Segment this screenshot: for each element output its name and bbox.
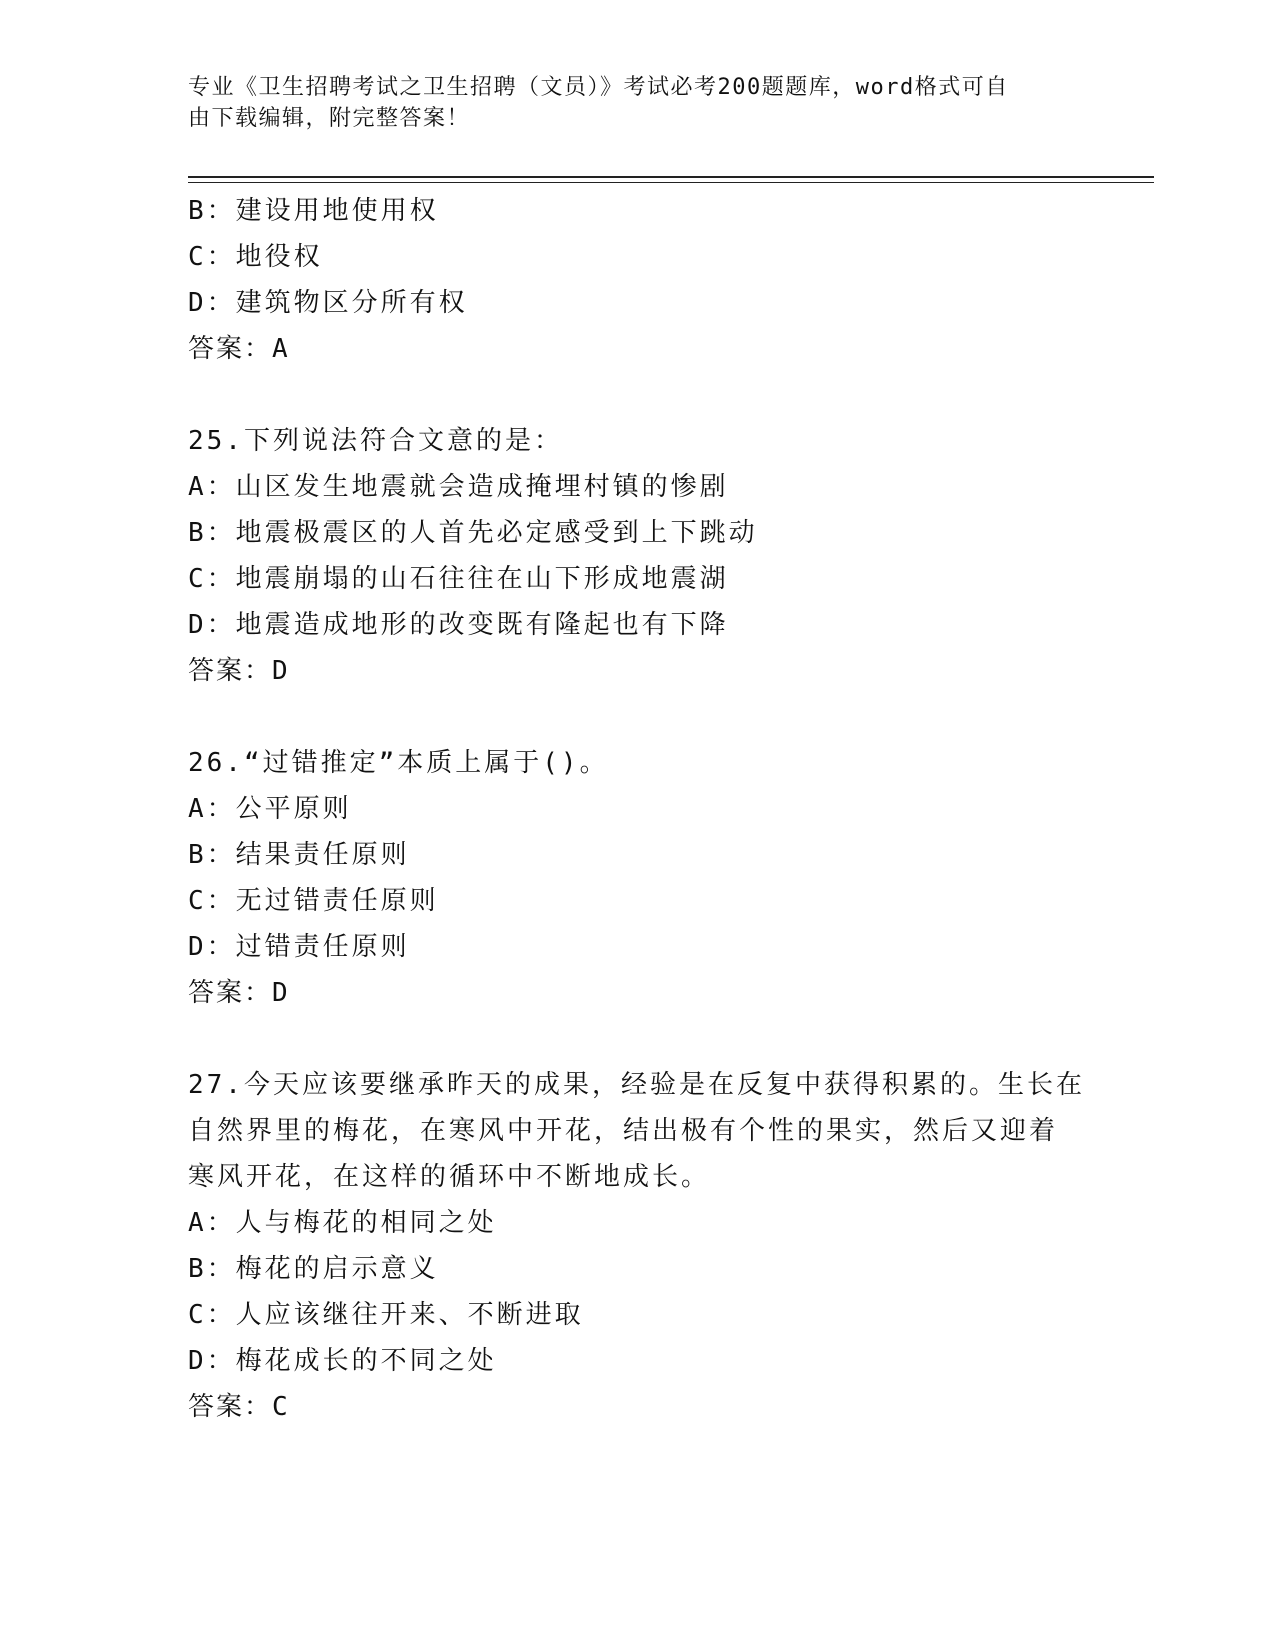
question-stem-line-2: 自然界里的梅花，在寒风中开花，结出极有个性的果实，然后又迎着 <box>188 1116 1059 1146</box>
question-stem: 26.“过错推定”本质上属于()。 <box>188 748 609 778</box>
answer-line: 答案：D <box>188 656 290 686</box>
option-d: D：地震造成地形的改变既有隆起也有下降 <box>188 610 729 640</box>
option-a: A：公平原则 <box>188 794 352 824</box>
spacer <box>188 372 1088 418</box>
answer-line: 答案：C <box>188 1392 290 1422</box>
answer-line: 答案：D <box>188 978 290 1008</box>
header-line-1: 专业《卫生招聘考试之卫生招聘（文员）》考试必考200题题库，word格式可自 <box>188 75 1009 100</box>
question-block-25 <box>188 418 1088 694</box>
question-block-26 <box>188 740 1088 1016</box>
page-header <box>188 72 1088 134</box>
option-c: C：无过错责任原则 <box>188 886 439 916</box>
spacer <box>188 694 1088 740</box>
answer-line: 答案：A <box>188 334 290 364</box>
option-b: B：梅花的启示意义 <box>188 1254 439 1284</box>
header-rule-thin <box>188 182 1154 183</box>
option-d: D：梅花成长的不同之处 <box>188 1346 497 1376</box>
question-stem: 25.下列说法符合文意的是： <box>188 426 563 456</box>
option-d: D：建筑物区分所有权 <box>188 288 468 318</box>
question-block-prev <box>188 188 1088 372</box>
option-c: C：地震崩塌的山石往往在山下形成地震湖 <box>188 564 729 594</box>
header-rule-thick <box>188 176 1154 178</box>
option-c: C：地役权 <box>188 242 323 272</box>
option-b: B：建设用地使用权 <box>188 196 439 226</box>
option-a: A：山区发生地震就会造成掩埋村镇的惨剧 <box>188 472 729 502</box>
spacer <box>188 1016 1088 1062</box>
question-stem-line-1: 27.今天应该要继承昨天的成果，经验是在反复中获得积累的。生长在 <box>188 1070 1085 1100</box>
option-a: A：人与梅花的相同之处 <box>188 1208 497 1238</box>
header-line-2: 由下载编辑，附完整答案！ <box>188 106 471 131</box>
option-b: B：地震极震区的人首先必定感受到上下跳动 <box>188 518 758 548</box>
question-stem-line-3: 寒风开花，在这样的循环中不断地成长。 <box>188 1162 711 1192</box>
option-d: D：过错责任原则 <box>188 932 410 962</box>
option-b: B：结果责任原则 <box>188 840 410 870</box>
question-block-27 <box>188 1062 1088 1430</box>
option-c: C：人应该继往开来、不断进取 <box>188 1300 584 1330</box>
question-content <box>188 188 1088 1430</box>
